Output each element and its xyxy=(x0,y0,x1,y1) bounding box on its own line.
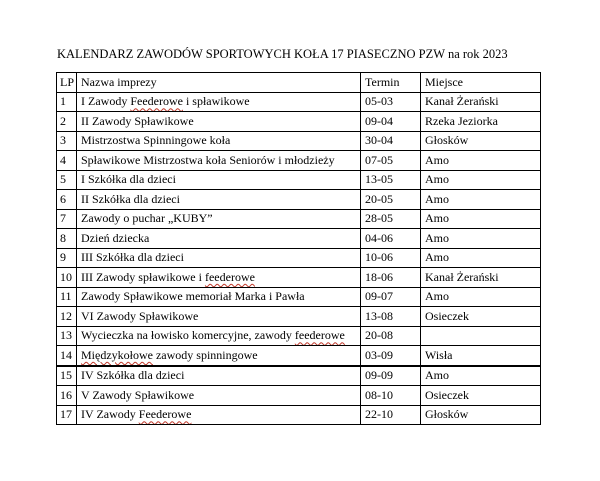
row-place-cell: Kanał Żerański xyxy=(421,268,541,288)
row-lp-cell: 13 xyxy=(57,326,77,346)
row-lp-cell: 9 xyxy=(57,248,77,268)
row-place-cell: Amo xyxy=(421,248,541,268)
row-event-name-cell: VI Zawody Spławikowe xyxy=(77,307,361,327)
row-date-cell: 05-03 xyxy=(361,92,421,112)
row-place-cell: Amo xyxy=(421,229,541,249)
table-header-row xyxy=(57,73,541,93)
row-date-cell: 07-05 xyxy=(361,151,421,171)
row-place-cell: Osieczek xyxy=(421,307,541,327)
row-event-name-cell: III Szkółka dla dzieci xyxy=(77,248,361,268)
table-row xyxy=(57,268,541,288)
spellcheck-flagged-word: feederowe xyxy=(204,269,255,284)
row-lp-cell: 7 xyxy=(57,209,77,229)
row-date-cell: 28-05 xyxy=(361,209,421,229)
row-lp-cell: 10 xyxy=(57,268,77,288)
table-row xyxy=(57,131,541,151)
row-date-cell: 10-06 xyxy=(361,248,421,268)
row-lp-cell: 14 xyxy=(57,346,77,366)
row-event-name-cell: Mistrzostwa Spinningowe koła xyxy=(77,131,361,151)
table-row xyxy=(57,287,541,307)
row-event-name-cell: Zawody Spławikowe memoriał Marka i Pawła xyxy=(77,287,361,307)
row-place-cell: Głosków xyxy=(421,131,541,151)
row-event-name-cell: IV Szkółka dla dzieci xyxy=(77,366,361,386)
row-date-cell: 09-09 xyxy=(361,366,421,386)
table-row xyxy=(57,307,541,327)
row-place-cell: Kanał Żerański xyxy=(421,92,541,112)
row-place-cell: Amo xyxy=(421,151,541,171)
row-lp-cell: 15 xyxy=(57,366,77,386)
row-event-name-cell: Międzykołowe zawody spinningowe xyxy=(77,346,361,366)
row-lp-cell: 16 xyxy=(57,386,77,406)
row-event-name-cell: II Szkółka dla dzieci xyxy=(77,190,361,210)
table-row xyxy=(57,326,541,346)
header-place: Miejsce xyxy=(421,73,541,93)
table-row xyxy=(57,112,541,132)
header-date: Termin xyxy=(361,73,421,93)
row-event-name-cell: II Zawody Spławikowe xyxy=(77,112,361,132)
events-calendar-table xyxy=(56,72,541,425)
header-lp: LP xyxy=(57,73,77,93)
row-date-cell: 18-06 xyxy=(361,268,421,288)
row-lp-cell: 6 xyxy=(57,190,77,210)
table-row xyxy=(57,405,541,425)
row-place-cell: Wisła xyxy=(421,346,541,366)
row-date-cell: 20-05 xyxy=(361,190,421,210)
table-row xyxy=(57,92,541,112)
table-row xyxy=(57,209,541,229)
spellcheck-flagged-word: Feederowe xyxy=(130,94,183,109)
row-date-cell: 08-10 xyxy=(361,386,421,406)
table-row xyxy=(57,170,541,190)
row-date-cell: 20-08 xyxy=(361,326,421,346)
row-date-cell: 03-09 xyxy=(361,346,421,366)
row-place-cell: Amo xyxy=(421,190,541,210)
spellcheck-flagged-word: feederowe xyxy=(294,328,345,343)
row-lp-cell: 17 xyxy=(57,405,77,425)
row-date-cell: 09-07 xyxy=(361,287,421,307)
table-row xyxy=(57,151,541,171)
row-event-name-cell: I Zawody Feederowe i spławikowe xyxy=(77,92,361,112)
row-date-cell: 22-10 xyxy=(361,405,421,425)
row-lp-cell: 3 xyxy=(57,131,77,151)
row-place-cell: Głosków xyxy=(421,405,541,425)
spellcheck-flagged-word: Feederowe xyxy=(138,407,192,422)
row-event-name-cell: Dzień dziecka xyxy=(77,229,361,249)
row-event-name-cell: V Zawody Spławikowe xyxy=(77,386,361,406)
row-place-cell: Rzeka Jeziorka xyxy=(421,112,541,132)
table-row xyxy=(57,190,541,210)
row-place-cell: Amo xyxy=(421,287,541,307)
row-place-cell: Amo xyxy=(421,209,541,229)
row-lp-cell: 5 xyxy=(57,170,77,190)
row-lp-cell: 11 xyxy=(57,287,77,307)
row-event-name-cell: Zawody o puchar „KUBY” xyxy=(77,209,361,229)
row-event-name-cell: I Szkółka dla dzieci xyxy=(77,170,361,190)
row-date-cell: 30-04 xyxy=(361,131,421,151)
row-lp-cell: 12 xyxy=(57,307,77,327)
row-event-name-cell: IV Zawody Feederowe xyxy=(77,405,361,425)
table-row xyxy=(57,248,541,268)
header-event-name: Nazwa imprezy xyxy=(77,73,361,93)
table-body xyxy=(57,92,541,425)
spellcheck-flagged-word: Międzykołowe xyxy=(81,347,153,362)
table-row xyxy=(57,229,541,249)
row-place-cell: Amo xyxy=(421,170,541,190)
row-lp-cell: 2 xyxy=(57,112,77,132)
row-lp-cell: 1 xyxy=(57,92,77,112)
row-date-cell: 13-05 xyxy=(361,170,421,190)
row-event-name-cell: III Zawody spławikowe i feederowe xyxy=(77,268,361,288)
row-date-cell: 04-06 xyxy=(361,229,421,249)
row-place-cell: Amo xyxy=(421,366,541,386)
table-row xyxy=(57,366,541,386)
row-lp-cell: 4 xyxy=(57,151,77,171)
row-lp-cell: 8 xyxy=(57,229,77,249)
row-place-cell: Osieczek xyxy=(421,386,541,406)
table-row xyxy=(57,346,541,366)
table-row xyxy=(57,386,541,406)
row-date-cell: 09-04 xyxy=(361,112,421,132)
row-date-cell: 13-08 xyxy=(361,307,421,327)
document-title: KALENDARZ ZAWODÓW SPORTOWYCH KOŁA 17 PIASECZNO PZW na rok 2023 xyxy=(57,47,508,61)
row-event-name-cell: Spławikowe Mistrzostwa koła Seniorów i młodzieży xyxy=(77,151,361,171)
row-event-name-cell: Wycieczka na łowisko komercyjne, zawody feederowe xyxy=(77,326,361,346)
row-place-cell xyxy=(421,326,541,346)
